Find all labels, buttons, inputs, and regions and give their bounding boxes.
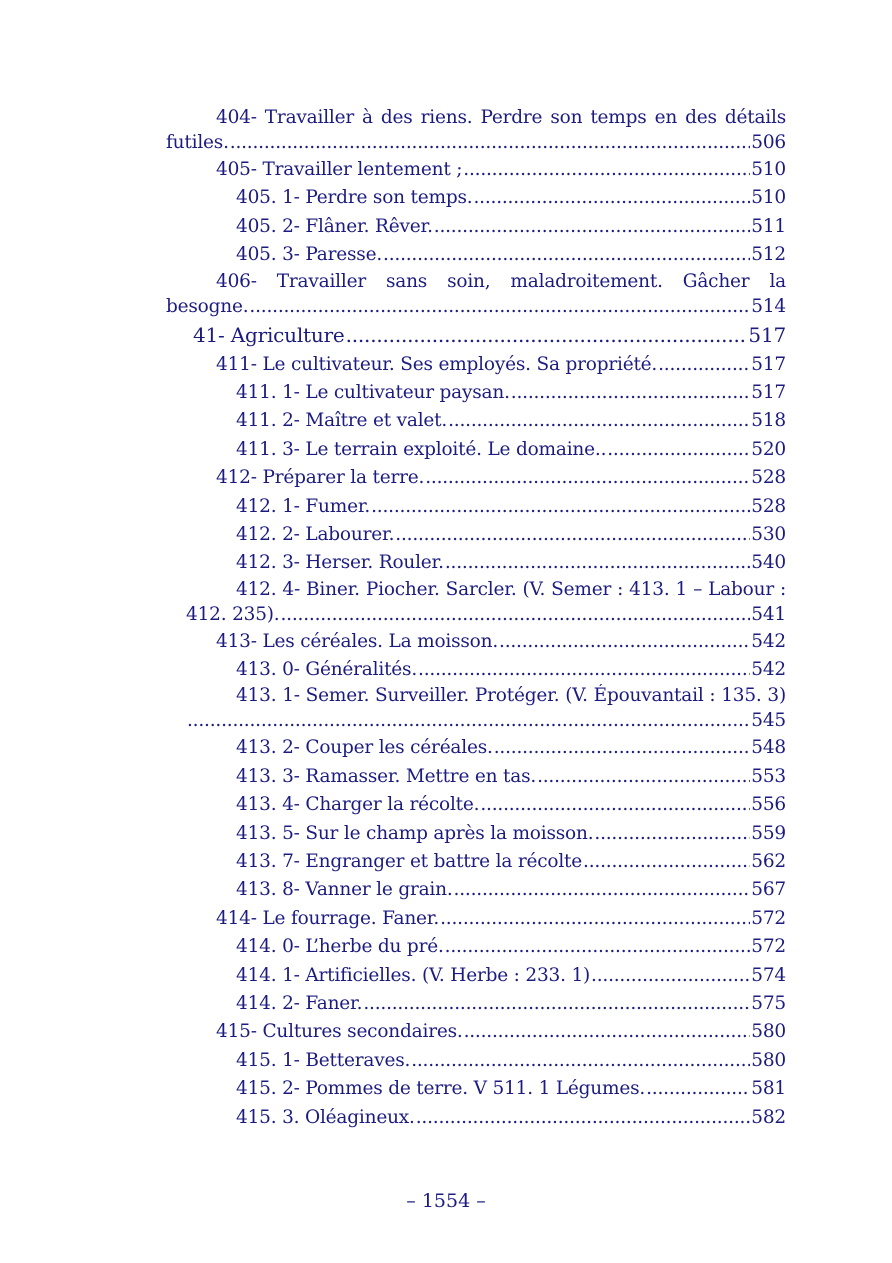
toc-page-number: 567 xyxy=(751,879,786,901)
toc-entry-415-1[interactable] xyxy=(166,1047,786,1075)
dot-leader xyxy=(434,213,751,241)
toc-page-number: 548 xyxy=(751,737,786,759)
toc-entry-413-7[interactable] xyxy=(166,848,786,876)
toc-entry-title: 414- Le fourrage. Faner. xyxy=(216,907,440,929)
dot-leader xyxy=(591,962,750,990)
toc-entry-title: 405- Travailler lentement ; xyxy=(216,159,463,180)
toc-entry-title: 412- Préparer la terre. xyxy=(216,467,425,489)
toc-page-number: 556 xyxy=(751,794,786,816)
toc-entry-text: besogne. xyxy=(166,295,249,317)
toc-entry-title: 413. 5- Sur le champ après la moisson. xyxy=(236,822,594,844)
toc-page-number: 582 xyxy=(751,1106,786,1128)
toc-page-number: 580 xyxy=(751,1049,786,1071)
dot-leader xyxy=(395,521,750,549)
toc-entry-title: 412. 3- Herser. Rouler. xyxy=(236,552,444,574)
toc-page-number: 520 xyxy=(751,438,786,460)
toc-entry-title: 414. 1- Artificielles. (V. Herbe : 233. 1) xyxy=(236,964,591,986)
toc-page-number: 506 xyxy=(751,132,786,153)
toc-entry-title: 415. 2- Pommes de terre. V 511. 1 Légumes. xyxy=(236,1078,646,1100)
toc-page-number: 517 xyxy=(751,353,786,375)
dot-leader xyxy=(511,379,751,407)
toc-page-number: 514 xyxy=(751,295,786,317)
toc-page-number: 518 xyxy=(751,410,786,432)
toc-entry-413-1-line2 xyxy=(166,708,786,734)
dot-leader xyxy=(464,1018,751,1046)
toc-entry-title: 411. 3- Le terrain exploité. Le domaine.. xyxy=(236,438,607,460)
dot-leader xyxy=(425,464,750,492)
toc-entry-title: 413. 3- Ramasser. Mettre en tas. xyxy=(236,765,537,787)
dot-leader xyxy=(230,130,751,156)
toc-page-number: 510 xyxy=(751,159,786,180)
toc-entry-title: 405. 1- Perdre son temps. xyxy=(236,187,473,209)
toc-entry-412-4-line1: 412. 4- Biner. Piocher. Sarcler. (V. Semer : 413. 1 – Labour : xyxy=(236,578,786,600)
toc-entry-415-2[interactable] xyxy=(166,1075,786,1103)
dot-leader xyxy=(454,876,751,904)
toc-entry-412-4-line2 xyxy=(166,602,786,628)
toc-entry-405-1[interactable] xyxy=(166,184,786,212)
dot-leader xyxy=(463,156,750,184)
dot-leader xyxy=(187,708,750,734)
toc-entry-414-1[interactable] xyxy=(166,962,786,990)
toc-entry-title: 414. 2- Faner. xyxy=(236,992,363,1014)
toc-page-number: 545 xyxy=(751,710,786,732)
dot-leader xyxy=(371,493,750,521)
dot-leader xyxy=(480,791,750,819)
toc-entry-405-3[interactable] xyxy=(166,241,786,269)
toc-entry-title: 413. 4- Charger la récolte. xyxy=(236,794,480,816)
dot-leader xyxy=(363,990,750,1018)
dot-leader xyxy=(418,656,750,684)
toc-page-number: 541 xyxy=(751,603,786,625)
toc-page-number: 510 xyxy=(751,187,786,209)
toc-entry-405-2[interactable] xyxy=(166,213,786,241)
dot-leader xyxy=(537,763,750,791)
toc-entry-title: 413- Les céréales. La moisson. xyxy=(216,630,499,652)
toc-entry-412-2[interactable] xyxy=(166,521,786,549)
toc-page-number: 562 xyxy=(751,851,786,873)
toc-entry-413-3[interactable] xyxy=(166,763,786,791)
toc-entry-title: 411- Le cultivateur. Ses employés. Sa propriété. xyxy=(216,353,658,375)
toc-entry-title: 412. 1- Fumer. xyxy=(236,495,371,517)
dot-leader xyxy=(594,820,750,848)
toc-entry-413-1-line1: 413. 1- Semer. Surveiller. Protéger. (V. Épouvantail : 135. 3) xyxy=(236,685,786,707)
toc-entry-412-3[interactable] xyxy=(166,549,786,577)
toc-entry-title: 415- Cultures secondaires. xyxy=(216,1021,463,1043)
dot-leader xyxy=(583,848,750,876)
toc-section-title: 41- Agriculture xyxy=(193,322,345,347)
dot-leader xyxy=(280,602,750,628)
toc-entry-title: 413. 0- Généralités. xyxy=(236,659,418,681)
table-of-contents xyxy=(166,106,786,1132)
toc-page-number: 528 xyxy=(751,495,786,517)
toc-entry-title: 415. 1- Betteraves. xyxy=(236,1049,411,1071)
dot-leader xyxy=(448,407,750,435)
toc-page-number: 581 xyxy=(751,1078,786,1100)
toc-entry-415-3[interactable] xyxy=(166,1104,786,1132)
toc-page-number: 572 xyxy=(751,936,786,958)
dot-leader xyxy=(646,1075,750,1103)
dot-leader xyxy=(658,351,750,379)
dot-leader xyxy=(499,628,750,656)
toc-entry-411-1[interactable] xyxy=(166,379,786,407)
toc-page-number: 540 xyxy=(751,552,786,574)
dot-leader xyxy=(383,241,750,269)
toc-entry-413-5[interactable] xyxy=(166,820,786,848)
toc-entry-411[interactable] xyxy=(166,351,786,379)
toc-entry-title: 411. 2- Maître et valet. xyxy=(236,410,448,432)
dot-leader xyxy=(473,184,750,212)
dot-leader xyxy=(607,436,750,464)
toc-entry-413[interactable] xyxy=(166,628,786,656)
toc-entry-title: 412. 2- Labourer. xyxy=(236,523,395,545)
toc-entry-title: 413. 7- Engranger et battre la récolte xyxy=(236,851,583,873)
toc-entry-text: futiles. xyxy=(166,132,229,153)
toc-entry-404-line1: 404- Travailler à des riens. Perdre son temps en des détails xyxy=(216,107,786,128)
toc-entry-title: 405. 3- Paresse. xyxy=(236,244,383,266)
dot-leader xyxy=(249,294,750,320)
toc-page-number: 512 xyxy=(751,244,786,266)
toc-entry-414-2[interactable] xyxy=(166,990,786,1018)
toc-section-41[interactable] xyxy=(166,320,786,351)
toc-entry-title: 411. 1- Le cultivateur paysan. xyxy=(236,381,510,403)
toc-page-number: 517 xyxy=(751,381,786,403)
toc-entry-411-2[interactable] xyxy=(166,407,786,435)
toc-page-number: 542 xyxy=(751,659,786,681)
dot-leader xyxy=(445,933,751,961)
toc-entry-text: 412. 235). xyxy=(186,603,280,625)
toc-page-number: 580 xyxy=(751,1021,786,1043)
toc-page-number: 511 xyxy=(751,215,786,237)
toc-entry-406-line1: 406- Travailler sans soin, maladroitement. Gâcher la xyxy=(216,270,786,292)
toc-page-number: 559 xyxy=(751,822,786,844)
toc-page-number: 574 xyxy=(751,964,786,986)
toc-entry-414[interactable] xyxy=(166,905,786,933)
page-number: – 1554 – xyxy=(406,1190,486,1212)
toc-page-number: 553 xyxy=(751,765,786,787)
toc-entry-411-3[interactable] xyxy=(166,436,786,464)
dot-leader xyxy=(445,549,750,577)
toc-entry-title: 405. 2- Flâner. Rêver. xyxy=(236,215,433,237)
toc-entry-415[interactable] xyxy=(166,1018,786,1046)
toc-entry-413-8[interactable] xyxy=(166,876,786,904)
toc-page-number: 528 xyxy=(751,467,786,489)
dot-leader xyxy=(411,1047,750,1075)
toc-entry-title: 413. 8- Vanner le grain. xyxy=(236,879,453,901)
toc-entry-406-line2 xyxy=(166,294,786,320)
toc-entry-405[interactable] xyxy=(166,156,786,184)
toc-entry-404-line2 xyxy=(166,130,786,156)
toc-page-number: 575 xyxy=(751,992,786,1014)
toc-page-number: 517 xyxy=(748,322,786,347)
toc-entry-412-1[interactable] xyxy=(166,493,786,521)
toc-page-number: 530 xyxy=(751,523,786,545)
toc-entry-title: 413. 2- Couper les céréales. xyxy=(236,737,493,759)
toc-page-number: 542 xyxy=(751,630,786,652)
dot-leader xyxy=(416,1104,751,1132)
toc-entry-414-0[interactable] xyxy=(166,933,786,961)
toc-entry-413-0[interactable] xyxy=(166,656,786,684)
toc-entry-413-4[interactable] xyxy=(166,791,786,819)
toc-page-number: 572 xyxy=(751,907,786,929)
toc-entry-412[interactable] xyxy=(166,464,786,492)
toc-entry-413-2[interactable] xyxy=(166,734,786,762)
toc-entry-title: 414. 0- L’herbe du pré. xyxy=(236,936,444,958)
toc-entry-title: 415. 3. Oléagineux. xyxy=(236,1106,415,1128)
dot-leader xyxy=(346,320,748,351)
dot-leader xyxy=(494,734,751,762)
dot-leader xyxy=(440,905,750,933)
